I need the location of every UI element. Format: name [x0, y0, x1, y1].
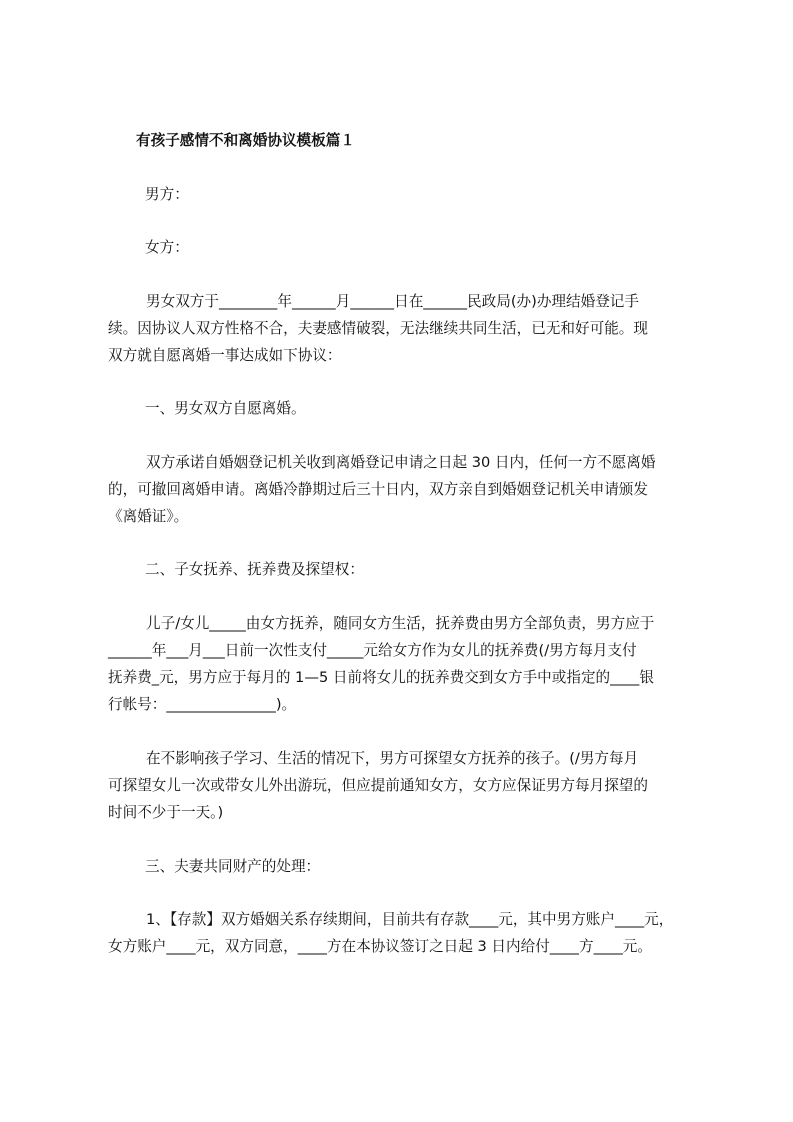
section-3-heading: 三、夫妻共同财产的处理：: [145, 858, 321, 875]
woman-label: 女方：: [145, 239, 189, 256]
section-2-para-1-line-4: 行帐号：_______________)。: [108, 696, 297, 713]
section-2-para-2-line-2: 可探望女儿一次或带女儿外出游玩，但应提前通知女方，女方应保证男方每月探望的: [108, 777, 648, 794]
man-label: 男方：: [145, 186, 189, 203]
intro-line-2: 续。因协议人双方性格不合，夫妻感情破裂，无法继续共同生活，已无和好可能。现: [108, 320, 648, 337]
section-2-para-2-line-1: 在不影响孩子学习、生活的情况下，男方可探望女方抚养的孩子。(/男方每月: [146, 750, 639, 767]
section-1-line-3: 《离婚证》。: [108, 508, 189, 525]
section-2-heading: 二、子女抚养、抚养费及探望权：: [145, 561, 364, 578]
document-title: 有孩子感情不和离婚协议模板篇１: [136, 132, 355, 149]
section-2-para-1-line-3: 抚养费_元，男方应于每月的 1—5 日前将女儿的抚养费交到女方手中或指定的____银: [108, 669, 654, 686]
section-3-item-1-line-2: 女方账户____元，双方同意，____方在本协议签订之日起 3 日内给付____方____元。: [108, 938, 652, 955]
section-3-item-1-line-1: 1、【存款】双方婚姻关系存续期间，目前共有存款____元，其中男方账户____元，: [146, 911, 674, 928]
section-1-line-1: 双方承诺自婚姻登记机关收到离婚登记申请之日起 30 日内，任何一方不愿离婚: [146, 454, 656, 471]
section-2-para-1-line-2: ______年___月___日前一次性支付_____元给女方作为女儿的抚养费(/男方每月支付: [108, 642, 637, 659]
section-1-heading: 一、男女双方自愿离婚。: [145, 400, 306, 417]
intro-line-3: 双方就自愿离婚一事达成如下协议：: [108, 347, 342, 364]
section-2-para-2-line-3: 时间不少于一天。): [108, 804, 224, 821]
section-2-para-1-line-1: 儿子/女儿_____由女方抚养，随同女方生活，抚养费由男方全部负责，男方应于: [146, 615, 655, 632]
intro-line-1: 男女双方于________年______月______日在______民政局(办)办理结婚登记手: [146, 293, 639, 310]
section-1-line-2: 的，可撤回离婚申请。离婚冷静期过后三十日内，双方亲自到婚姻登记机关申请颁发: [108, 481, 648, 498]
